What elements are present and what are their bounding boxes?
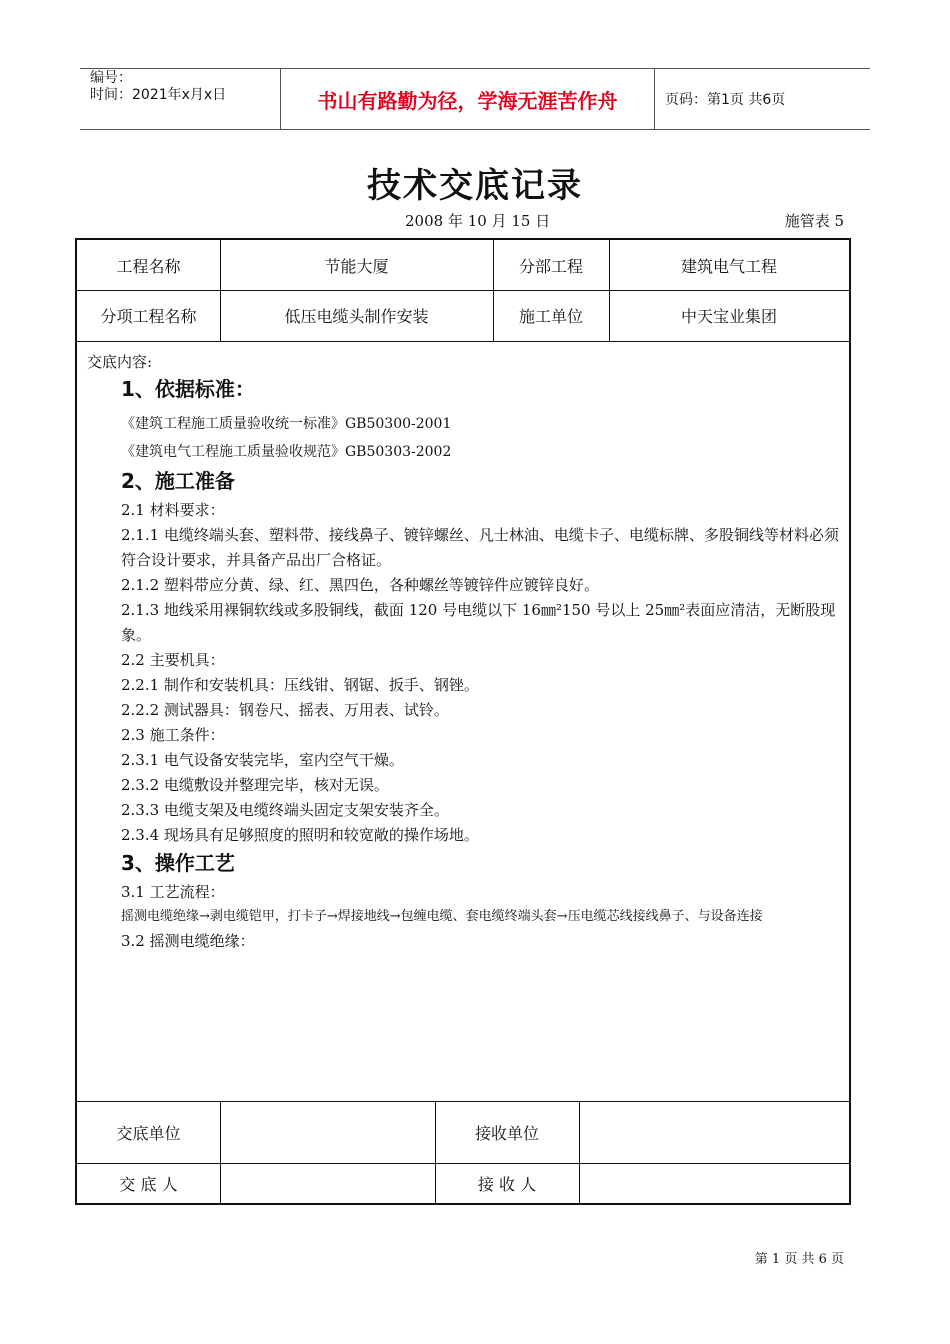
issuer-person-field[interactable] (220, 1163, 435, 1203)
content-label: 交底内容: (87, 353, 153, 371)
column-divider (220, 240, 221, 341)
paragraph: 2.1.1 电缆终端头套、塑料带、接线鼻子、镀锌螺丝、凡士林油、电缆卡子、电缆标牌、多股铜线等材料必须符合设计要求，并具备产品出厂合格证。 (121, 526, 839, 569)
project-name-value: 节能大厦 (324, 256, 389, 276)
document-time: 时间：2021年x月x日 (90, 87, 227, 103)
column-divider (493, 240, 494, 341)
paragraph: 2.3.3 电缆支架及电缆终端头固定支架安装齐全。 (121, 801, 449, 819)
document-number-label: 编号： (90, 70, 132, 86)
briefing-content (87, 352, 847, 954)
column-divider (609, 240, 610, 341)
contractor-value: 中天宝业集团 (680, 307, 777, 326)
paragraph: 3.2 摇测电缆绝缘： (121, 932, 255, 950)
item-name-value: 低压电缆头制作安装 (284, 307, 429, 326)
section-2-title: 2、施工准备 (121, 469, 235, 493)
sub-project-value: 建筑电气工程 (680, 256, 777, 276)
sub-project-label: 分部工程 (518, 256, 583, 276)
standard-reference: 《建筑电气工程施工质量验收规范》GB50303-2002 (121, 444, 452, 460)
paragraph: 2.2.1 制作和安装机具：压线钳、钢锯、扳手、钢锉。 (121, 676, 479, 694)
item-name-label: 分项工程名称 (100, 307, 197, 326)
row-divider (77, 290, 849, 291)
issuer-unit-label: 交底单位 (116, 1123, 181, 1143)
paragraph: 2.3.1 电气设备安装完毕，室内空气干燥。 (121, 751, 404, 769)
section-3-title: 3、操作工艺 (121, 851, 235, 875)
issuer-person-label: 交 底 人 (119, 1174, 178, 1194)
paragraph: 2.2 主要机具： (121, 651, 225, 669)
paragraph: 3.1 工艺流程： (121, 883, 225, 901)
page-header (80, 68, 870, 130)
contractor-label: 施工单位 (518, 307, 583, 326)
paragraph: 2.3.4 现场具有足够照度的照明和较宽敞的操作场地。 (121, 826, 479, 844)
section-1-title: 1、依据标准： (121, 377, 255, 401)
paragraph: 2.2.2 测试器具：钢卷尺、摇表、万用表、试铃。 (121, 701, 449, 719)
form-code: 施管表 5 (784, 212, 844, 230)
standard-reference: 《建筑工程施工质量验收统一标准》GB50300-2001 (121, 416, 452, 432)
receiver-unit-label: 接收单位 (474, 1123, 539, 1143)
record-form (75, 238, 851, 1205)
header-page-info: 页码：第1页 共6页 (665, 92, 786, 108)
paragraph: 2.3 施工条件： (121, 726, 225, 744)
paragraph: 2.1.2 塑料带应分黄、绿、红、黑四色，各种螺丝等镀锌件应镀锌良好。 (121, 576, 599, 594)
paragraph: 2.1.3 地线采用裸铜软线或多股铜线，截面 120 号电缆以下 16㎜²150 号以上 25㎜²表面应清洁，无断股现象。 (121, 601, 836, 644)
project-name-label: 工程名称 (116, 256, 181, 276)
row-divider (77, 341, 849, 342)
header-left-cell (80, 69, 281, 129)
receiver-person-label: 接 收 人 (477, 1174, 537, 1194)
paragraph: 2.3.2 电缆敷设并整理完毕，核对无误。 (121, 776, 389, 794)
receiver-unit-field[interactable] (579, 1101, 849, 1163)
page-title: 技术交底记录 (367, 166, 583, 206)
page-footer: 第 1 页 共 6 页 (754, 1252, 844, 1267)
issuer-unit-field[interactable] (220, 1101, 435, 1163)
process-flow: 摇测电缆绝缘→剥电缆铠甲，打卡子→焊接地线→包缠电缆、套电缆终端头套→压电缆芯线接线鼻子、与设备连接 (121, 909, 763, 924)
document-date: 2008 年 10 月 15 日 (405, 212, 551, 230)
paragraph: 2.1 材料要求： (121, 501, 225, 519)
receiver-person-field[interactable] (579, 1163, 849, 1203)
header-motto: 书山有路勤为径，学海无涯苦作舟 (281, 69, 655, 129)
